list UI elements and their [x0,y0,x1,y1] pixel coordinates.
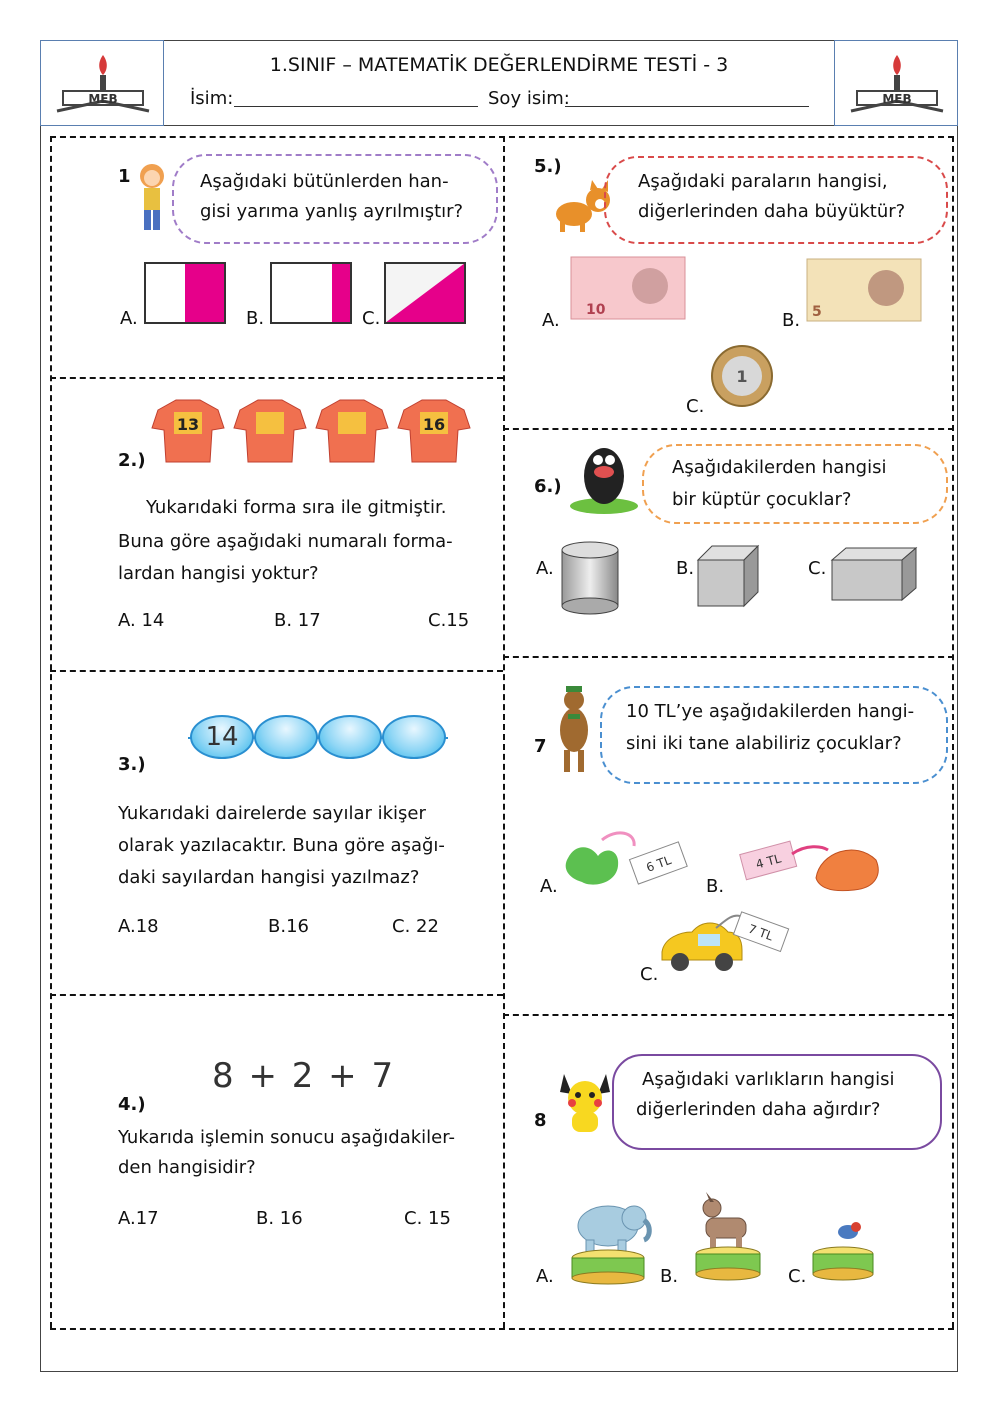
toy-with-tag-a[interactable] [562,828,688,898]
cylinder-icon[interactable] [560,540,620,616]
shirt-icon [234,400,306,462]
q6-option-c[interactable]: C. [808,558,827,579]
grid-line [50,1328,954,1330]
svg-text:5: 5 [812,304,822,320]
q3-text-line2: olarak yazılacaktır. Buna göre aşağı- [118,835,445,856]
number-circle [382,715,446,759]
number-circle [318,715,382,759]
car-with-tag-c[interactable] [656,908,790,978]
q3-text-line3: daki sayılardan hangisi yazılmaz? [118,867,420,888]
pikachu-icon [556,1072,614,1134]
q4-number: 4.) [118,1094,146,1115]
q4-text-line1: Yukarıda işlemin sonucu aşağıdakiler- [118,1127,455,1148]
grid-line [503,1014,954,1016]
q7-option-b[interactable]: B. [706,876,725,897]
meb-logo-icon [41,41,165,127]
grid-line [952,136,954,1328]
number-circle [254,715,318,759]
svg-text:4 TL: 4 TL [754,851,783,872]
svg-text:1: 1 [736,367,748,386]
shirt-icon [152,400,224,462]
svg-text:16: 16 [422,415,446,434]
q8-option-c[interactable]: C. [788,1266,807,1287]
q4-option-c[interactable]: C. 15 [404,1208,451,1229]
grid-line [50,377,503,379]
banknote-10-icon[interactable] [570,256,686,320]
q3-number: 3.) [118,754,146,775]
q7-number: 7 [534,736,547,757]
q4-text-line2: den hangisidir? [118,1157,256,1178]
q8-number: 8 [534,1110,547,1131]
q1-text-line2: gisi yarıma yanlış ayrılmıştır? [200,201,464,222]
logo-left [40,40,164,126]
coin-icon[interactable] [710,344,774,408]
q2-text-line1: Yukarıdaki forma sıra ile gitmiştir. [146,497,447,518]
q8-option-a[interactable]: A. [536,1266,554,1287]
svg-text:13: 13 [176,415,200,434]
q8-text-line2: diğerlerinden daha ağırdır? [636,1099,881,1120]
header [40,40,958,126]
bear-icon [548,686,602,774]
q1-shape-b[interactable] [270,262,352,324]
q8-text-line1: Aşağıdaki varlıkların hangisi [642,1069,895,1090]
q5-text-line1: Aşağıdaki paraların hangisi, [638,171,888,192]
grid-line [50,136,52,1328]
q2-option-c[interactable]: C.15 [428,610,470,631]
q4-expression: 8 + 2 + 7 [212,1056,396,1096]
shirt-icon [398,400,470,462]
q1-text-line1: Aşağıdaki bütünlerden han- [200,171,449,192]
q5-number: 5.) [534,156,562,177]
q7-text-line1: 10 TL’ye aşağıdakilerden hangi- [626,701,915,722]
q5-option-a[interactable]: A. [542,310,560,331]
q1-option-a[interactable]: A. [120,308,138,329]
cube-icon[interactable] [696,544,760,608]
page-title: 1.SINIF – MATEMATİK DEĞERLENDİRME TESTİ - 3 [269,54,729,76]
q7-option-c[interactable]: C. [640,964,659,985]
rectangular-prism-icon[interactable] [830,546,918,602]
q5-text-line2: diğerlerinden daha büyüktür? [638,201,906,222]
grid-line [503,656,954,658]
svg-text:6 TL: 6 TL [644,852,674,875]
q2-option-b[interactable]: B. 17 [274,610,321,631]
q2-option-a[interactable]: A. 14 [118,610,165,631]
q3-option-a[interactable]: A.18 [118,916,159,937]
grid-line [50,994,503,996]
surname-input-line[interactable] [565,106,809,107]
donkey-on-podium[interactable] [692,1188,764,1282]
grid-line [503,136,505,1328]
name-input-line[interactable] [234,106,478,107]
q1-option-c[interactable]: C. [362,308,381,329]
grid-line [50,136,954,138]
q5-option-b[interactable]: B. [782,310,801,331]
meb-logo-icon [835,41,959,127]
elephant-on-podium[interactable] [564,1196,656,1286]
grid-line [503,428,954,430]
q8-option-b[interactable]: B. [660,1266,679,1287]
q5-option-c[interactable]: C. [686,396,705,417]
q3-text-line1: Yukarıdaki dairelerde sayılar ikişer [118,803,426,824]
q6-text-line2: bir küptür çocuklar? [672,489,852,510]
grid-line [50,670,503,672]
q2-shirts [148,398,472,464]
q1-shape-c[interactable] [384,262,466,324]
surname-label: Soy isim: [488,88,570,109]
svg-text:MEB: MEB [882,92,912,106]
q1-number: 1 [118,166,131,187]
svg-text:10: 10 [586,302,606,318]
q3-option-b[interactable]: B.16 [268,916,309,937]
q6-number: 6.) [534,476,562,497]
shirt-icon [316,400,388,462]
girl-character-icon [128,160,178,236]
q6-text-line1: Aşağıdakilerden hangisi [672,457,887,478]
q4-option-a[interactable]: A.17 [118,1208,159,1229]
name-label: İsim: [190,88,234,109]
svg-text:MEB: MEB [88,92,118,106]
q6-option-b[interactable]: B. [676,558,695,579]
q2-text-line2: Buna göre aşağıdaki numaralı forma- [118,531,453,552]
logo-right [834,40,958,126]
q1-shape-a[interactable] [144,262,226,324]
svg-text:7 TL: 7 TL [746,921,776,944]
q7-option-a[interactable]: A. [540,876,558,897]
q1-option-b[interactable]: B. [246,308,265,329]
food-with-tag-b[interactable] [736,830,882,896]
q3-option-c[interactable]: C. 22 [392,916,439,937]
q2-text-line3: lardan hangisi yoktur? [118,563,319,584]
number-circle: 14 [190,715,254,759]
banknote-5-icon[interactable] [806,258,922,322]
bird-on-podium[interactable] [810,1216,876,1284]
q4-option-b[interactable]: B. 16 [256,1208,303,1229]
q2-number: 2.) [118,450,146,471]
q7-text-line2: sini iki tane alabiliriz çocuklar? [626,733,902,754]
mole-icon [568,436,640,516]
q6-option-a[interactable]: A. [536,558,554,579]
